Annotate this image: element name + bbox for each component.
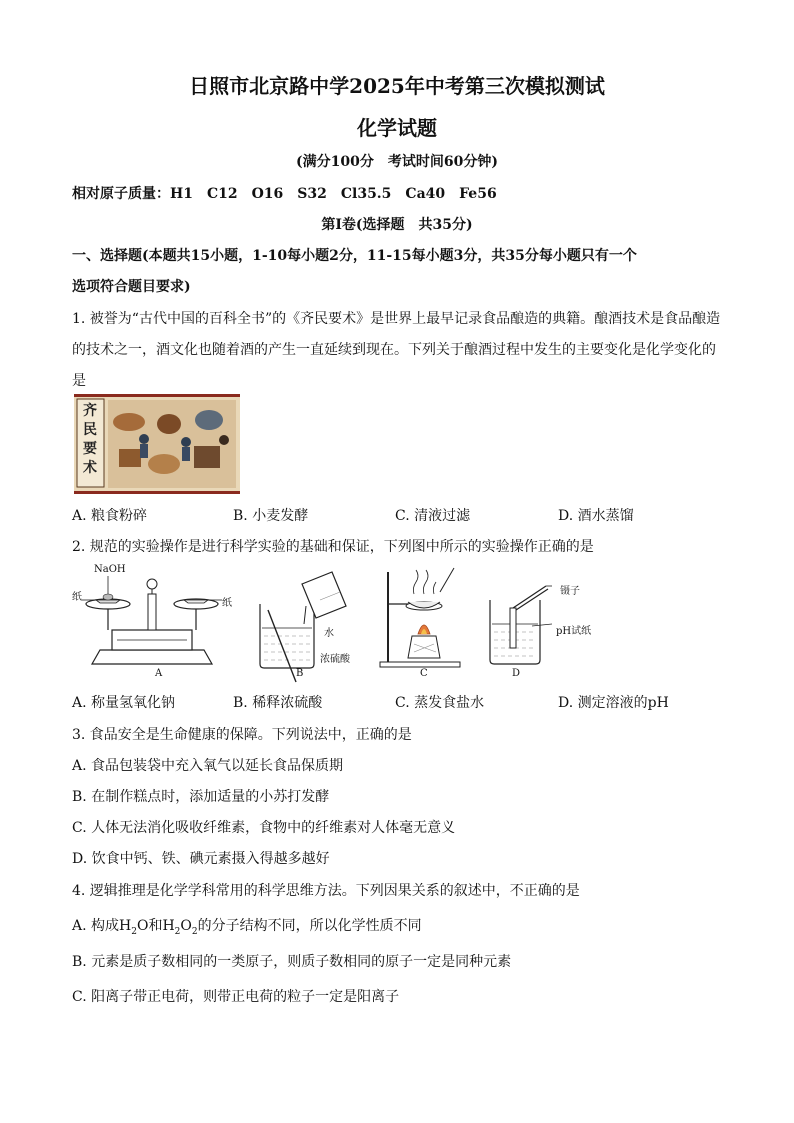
instructions-line-2: 选项符合题目要求) <box>72 279 191 295</box>
section-title: 第Ⅰ卷(选择题 共35分) <box>321 217 473 233</box>
q3-option-a: A. 食品包装袋中充入氧气以延长食品保质期 <box>72 758 344 774</box>
q1-stem-line-3: 是 <box>72 373 86 389</box>
subject-title: 化学试题 <box>357 116 437 140</box>
book-title-text: 齐民要术 <box>83 403 97 476</box>
q3-option-c: C. 人体无法消化吸收纤维素，食物中的纤维素对人体毫无意义 <box>72 820 456 836</box>
label-naoh: NaOH <box>94 564 126 575</box>
figure-d-ph-test <box>486 564 606 684</box>
label-tweezers: 镊子 <box>560 586 580 597</box>
figure-c-evaporation <box>378 564 468 684</box>
q1-stem-line-1: 1. 被誉为“古代中国的百科全书”的《齐民要术》是世界上最早记录食品酿造的典籍。酿酒技术是食品酿造 <box>72 311 721 327</box>
q4-option-a-prefix: A. 构成H <box>72 918 132 934</box>
q4-option-c: C. 阳离子带正电荷，则带正电荷的粒子一定是阳离子 <box>72 989 400 1005</box>
exam-info: (满分100分 考试时间60分钟) <box>296 154 498 170</box>
label-paper-right: 纸 <box>222 598 232 609</box>
subscript: 2 <box>174 926 181 937</box>
figure-b-dilution <box>250 564 360 684</box>
q1-option-a: A. 粮食粉碎 <box>72 508 148 524</box>
q2-option-c: C. 蒸发食盐水 <box>395 695 485 711</box>
q3-stem: 3. 食品安全是生命健康的保障。下列说法中，正确的是 <box>72 727 412 743</box>
q2-option-b: B. 稀释浓硫酸 <box>233 695 323 711</box>
q3-option-d: D. 饮食中钙、铁、碘元素摄入得越多越好 <box>72 851 330 867</box>
q2-stem: 2. 规范的实验操作是进行科学实验的基础和保证，下列图中所示的实验操作正确的是 <box>72 539 594 555</box>
label-ph-paper: pH试纸 <box>556 626 592 637</box>
q4-option-a-mid: O和H <box>136 918 175 934</box>
figure-a-balance <box>72 564 232 684</box>
label-conc-acid: 浓硫酸 <box>320 654 350 665</box>
figure-d-letter: D <box>512 668 521 679</box>
q1-option-b: B. 小麦发酵 <box>233 508 309 524</box>
figure-c-letter: C <box>420 668 428 679</box>
q4-stem: 4. 逻辑推理是化学学科常用的科学思维方法。下列因果关系的叙述中，不正确的是 <box>72 883 580 899</box>
q4-option-a-o: O <box>180 918 192 934</box>
subscript: 2 <box>131 926 137 937</box>
q4-option-b: B. 元素是质子数相同的一类原子，则质子数相同的原子一定是同种元素 <box>72 954 512 970</box>
label-paper-left: 纸 <box>72 592 82 603</box>
atomic-mass-line: 相对原子质量：H1 C12 O16 S32 Cl35.5 Ca40 Fe56 <box>72 186 497 202</box>
qiminyaoshu-illustration <box>74 394 240 494</box>
instructions-line-1: 一、选择题(本题共15小题，1-10每小题2分，11-15每小题3分，共35分每小题只有一个 <box>72 248 637 264</box>
figure-b-letter: B <box>296 668 304 679</box>
figure-a-letter: A <box>155 668 163 679</box>
q1-option-c: C. 清液过滤 <box>395 508 471 524</box>
q3-option-b: B. 在制作糕点时，添加适量的小苏打发酵 <box>72 789 330 805</box>
q2-option-a: A. 称量氢氧化钠 <box>72 695 176 711</box>
exam-title: 日照市北京路中学2025年中考第三次模拟测试 <box>189 74 605 98</box>
subscript: 2 <box>191 926 198 937</box>
q2-option-d: D. 测定溶液的pH <box>558 695 669 711</box>
q1-option-d: D. 酒水蒸馏 <box>558 508 634 524</box>
q4-option-a-suffix: 的分子结构不同，所以化学性质不同 <box>197 918 422 934</box>
q1-stem-line-2: 的技术之一，酒文化也随着酒的产生一直延续到现在。下列关于酿酒过程中发生的主要变化是化学变化的 <box>72 342 716 358</box>
q4-option-a <box>72 915 422 937</box>
label-water: 水 <box>324 628 334 639</box>
